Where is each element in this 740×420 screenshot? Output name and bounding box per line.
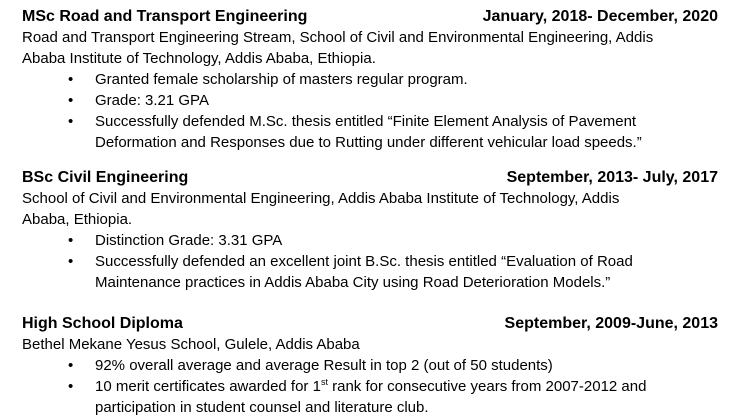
bullet-item — [22, 111, 718, 153]
ordinal-superscript: st — [320, 377, 328, 387]
bullet-item — [22, 251, 718, 293]
degree-title: MSc Road and Transport Engineering — [22, 8, 308, 25]
bullet-line: Distinction Grade: 3.31 GPA — [95, 232, 283, 249]
bullet-item — [22, 355, 718, 376]
degree-dates: January, 2018- December, 2020 — [482, 8, 718, 25]
bullet-item — [22, 376, 718, 418]
institution-line: Ababa Institute of Technology, Addis Ababa, Ethiopia. — [22, 50, 376, 67]
degree-title: BSc Civil Engineering — [22, 169, 189, 186]
degree-dates: September, 2013- July, 2017 — [506, 169, 718, 186]
bullet-list — [22, 355, 718, 418]
degree-dates: September, 2009-June, 2013 — [504, 315, 718, 332]
bullet-icon: • — [68, 92, 74, 109]
bullet-icon: • — [68, 253, 74, 270]
bullet-line: Deformation and Responses due to Rutting under different vehicular load speeds.” — [95, 134, 642, 151]
institution-text — [22, 188, 718, 230]
bullet-icon: • — [68, 71, 74, 88]
bullet-line: Granted female scholarship of masters regular program. — [95, 71, 468, 88]
bullet-text: rank for consecutive years from 2007-2012 and — [327, 378, 647, 395]
education-entry-highschool — [22, 313, 718, 418]
bullet-line: Grade: 3.21 GPA — [95, 92, 209, 109]
bullet-icon: • — [68, 113, 74, 130]
institution-line: Bethel Mekane Yesus School, Gulele, Addis Ababa — [22, 336, 360, 353]
entry-header — [22, 6, 718, 27]
bullet-text: 10 merit certificates awarded for 1 — [95, 378, 321, 395]
bullet-item — [22, 69, 718, 90]
institution-text — [22, 334, 718, 355]
institution-line: Ababa, Ethiopia. — [22, 211, 133, 228]
institution-line: Road and Transport Engineering Stream, School of Civil and Environmental Engineering, Addis — [22, 29, 654, 46]
bullet-icon: • — [68, 378, 74, 395]
bullet-icon: • — [68, 232, 74, 249]
bullet-line: 92% overall average and average Result in top 2 (out of 50 students) — [95, 357, 553, 374]
bullet-line: Successfully defended an excellent joint B.Sc. thesis entitled “Evaluation of Road — [95, 253, 633, 270]
bullet-line: Successfully defended M.Sc. thesis entitled “Finite Element Analysis of Pavement — [95, 113, 637, 130]
education-entry-msc — [22, 6, 718, 153]
bullet-item — [22, 230, 718, 251]
entry-header — [22, 167, 718, 188]
bullet-icon: • — [68, 357, 74, 374]
bullet-line — [95, 376, 718, 397]
bullet-line: Maintenance practices in Addis Ababa City using Road Deterioration Models.” — [95, 274, 611, 291]
institution-text — [22, 27, 718, 69]
bullet-list — [22, 69, 718, 153]
bullet-item — [22, 90, 718, 111]
degree-title: High School Diploma — [22, 315, 183, 332]
education-entry-bsc — [22, 167, 718, 293]
entry-header — [22, 313, 718, 334]
bullet-list — [22, 230, 718, 293]
institution-line: School of Civil and Environmental Engineering, Addis Ababa Institute of Technology, Addis — [22, 190, 620, 207]
bullet-line: participation in student counsel and literature club. — [95, 399, 429, 416]
